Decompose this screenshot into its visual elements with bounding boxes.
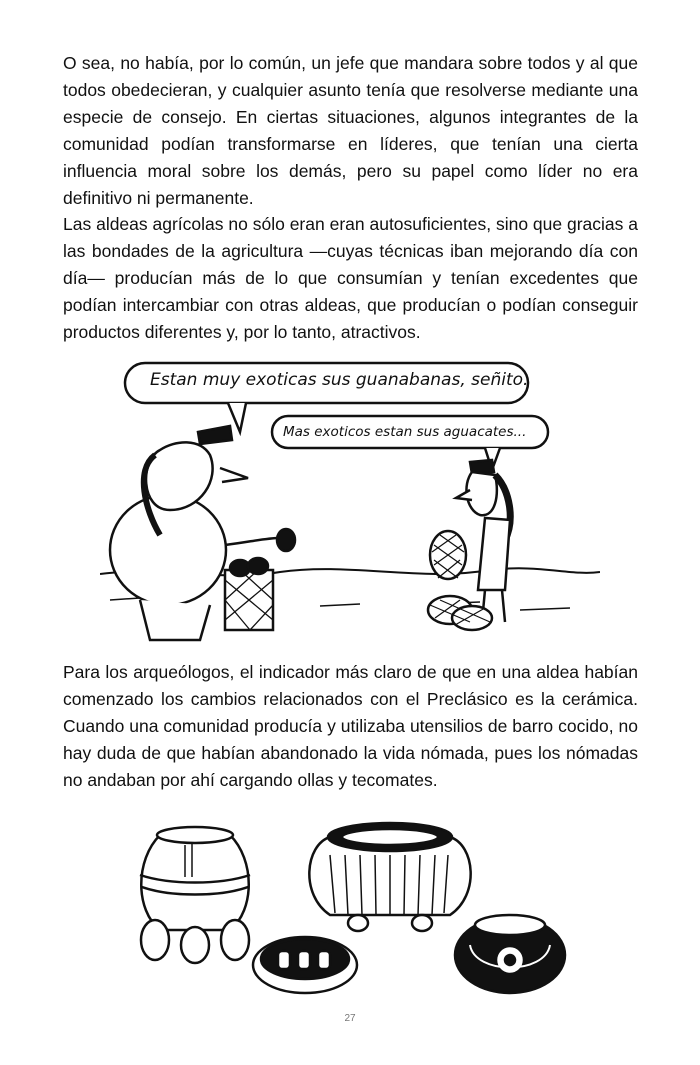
page-number: 27 [344, 1013, 356, 1024]
tripod-pot [140, 827, 250, 963]
man-figure [428, 460, 510, 630]
paragraph-3: Para los arqueólogos, el indicador más claro de que en una aldea habían comenzado los cambios relacionados con el Preclásico es la cerámica. Cuando una comunidad producía y utilizaba utensilios de barro cocido, no hay duda de que habían abandonado la vida nómada, pues los nómadas no andaban por ahí cargando ollas y tecomates. [63, 662, 638, 790]
woman-figure [110, 426, 295, 640]
tecomate [455, 915, 565, 993]
flat-dish [253, 937, 357, 993]
ribbed-bowl [309, 823, 470, 931]
paragraph-1: O sea, no había, por lo común, un jefe que mandara sobre todos y al que todos obedecieran, y cualquier asunto tenía que resolverse mediante una especie de consejo. En ciertas situaciones, algunos integrantes de la comunidad podían transformarse en líderes, que tenían una cierta influencia moral sobre los demás, pero su papel como líder no era definitivo ni permanente. [63, 53, 638, 208]
comic-illustration [100, 360, 600, 645]
paragraph-2: Las aldeas agrícolas no sólo eran eran autosuficientes, sino que gracias a las bondades de la agricultura —cuyas técnicas iban mejorando día con día— producían más de lo que consumían y tenían excedentes que podían intercambiar con otras aldeas, que producían o podían conseguir productos diferentes y, por lo tanto, atractivos. [63, 214, 638, 342]
speech-bubble-text-2: Mas exoticos estan sus aguacates... [283, 424, 527, 440]
pottery-illustration [130, 815, 570, 1000]
speech-bubble-text-1: Estan muy exoticas sus guanabanas, señito. [150, 370, 529, 390]
